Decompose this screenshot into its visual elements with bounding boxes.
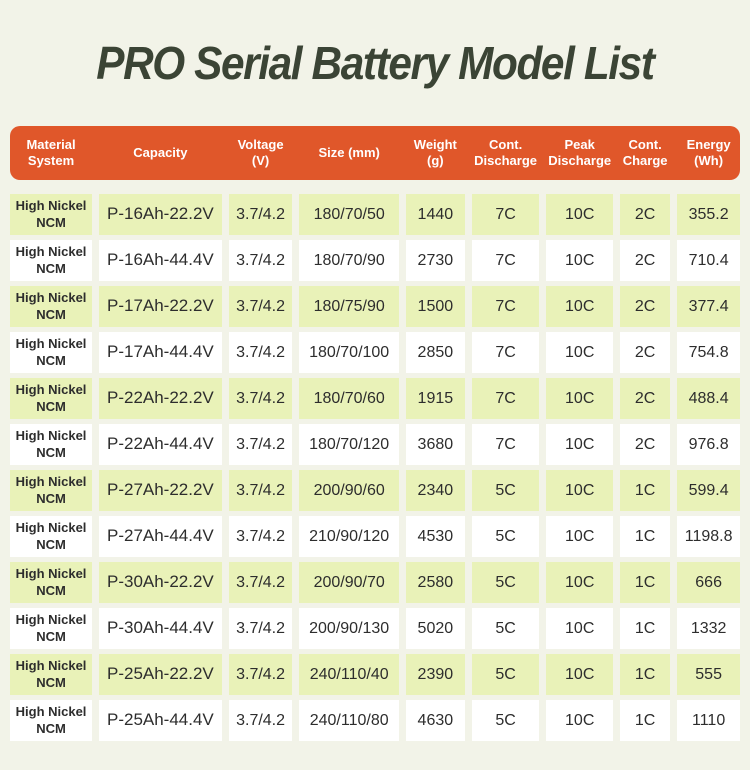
- table-cell: 2C: [620, 240, 670, 281]
- table-cell: 2C: [620, 286, 670, 327]
- table-row: [10, 286, 740, 327]
- table-cell: 2580: [406, 562, 465, 603]
- table-cell: 10C: [546, 240, 613, 281]
- table-cell: 7C: [472, 240, 540, 281]
- table-cell: 7C: [472, 286, 540, 327]
- table-cell: 1332: [677, 608, 740, 649]
- table-cell: 555: [677, 654, 740, 695]
- table-row: [10, 470, 740, 511]
- table-cell: 5C: [472, 470, 540, 511]
- table-cell: High Nickel NCM: [10, 240, 92, 281]
- table-cell: High Nickel NCM: [10, 470, 92, 511]
- column-header: Material System: [26, 136, 76, 168]
- column-header: Weight (g): [413, 136, 457, 168]
- table-cell: 3.7/4.2: [229, 700, 293, 741]
- table-cell: 488.4: [677, 378, 740, 419]
- table-cell: 7C: [472, 424, 540, 465]
- table-cell: P-16Ah-44.4V: [99, 240, 222, 281]
- table-cell: P-27Ah-44.4V: [99, 516, 222, 557]
- table-cell: High Nickel NCM: [10, 286, 92, 327]
- table-cell: 180/70/120: [299, 424, 398, 465]
- table-cell: 5C: [472, 608, 540, 649]
- table-cell: 10C: [546, 516, 613, 557]
- column-header: Peak Discharge: [548, 136, 612, 168]
- table-cell: P-27Ah-22.2V: [99, 470, 222, 511]
- table-cell: 240/110/40: [299, 654, 398, 695]
- table-row: [10, 194, 740, 235]
- table-cell: 5C: [472, 516, 540, 557]
- table-cell: 1500: [406, 286, 465, 327]
- table-cell: 210/90/120: [299, 516, 398, 557]
- table-cell: 1198.8: [677, 516, 740, 557]
- table-cell: 5C: [472, 700, 540, 741]
- table-cell: P-16Ah-22.2V: [99, 194, 222, 235]
- table-cell: 240/110/80: [299, 700, 398, 741]
- table-cell: High Nickel NCM: [10, 378, 92, 419]
- table-cell: P-25Ah-22.2V: [99, 654, 222, 695]
- table-cell: 7C: [472, 194, 540, 235]
- table-header-row: [10, 126, 740, 180]
- table-cell: 2C: [620, 194, 670, 235]
- table-cell: 377.4: [677, 286, 740, 327]
- battery-model-table: [10, 126, 740, 741]
- table-cell: 1C: [620, 654, 670, 695]
- table-cell: 180/75/90: [299, 286, 398, 327]
- table-cell: 2390: [406, 654, 465, 695]
- table-cell: 5020: [406, 608, 465, 649]
- table-cell: 976.8: [677, 424, 740, 465]
- table-cell: 180/70/50: [299, 194, 398, 235]
- table-cell: 10C: [546, 470, 613, 511]
- table-cell: 7C: [472, 332, 540, 373]
- column-header: Capacity: [133, 144, 188, 160]
- table-cell: 2730: [406, 240, 465, 281]
- table-cell: 3.7/4.2: [229, 654, 293, 695]
- table-cell: 10C: [546, 562, 613, 603]
- table-cell: P-30Ah-22.2V: [99, 562, 222, 603]
- table-cell: 10C: [546, 332, 613, 373]
- column-header: Cont. Charge: [622, 136, 668, 168]
- table-cell: 1C: [620, 700, 670, 741]
- table-cell: 1915: [406, 378, 465, 419]
- table-cell: 754.8: [677, 332, 740, 373]
- table-cell: High Nickel NCM: [10, 562, 92, 603]
- table-cell: 1C: [620, 516, 670, 557]
- table-cell: 2340: [406, 470, 465, 511]
- table-cell: 3.7/4.2: [229, 194, 293, 235]
- table-cell: 10C: [546, 608, 613, 649]
- column-header: Cont. Discharge: [474, 136, 538, 168]
- table-cell: 666: [677, 562, 740, 603]
- table-cell: 3.7/4.2: [229, 240, 293, 281]
- table-cell: 355.2: [677, 194, 740, 235]
- table-cell: 3.7/4.2: [229, 516, 293, 557]
- table-row: [10, 608, 740, 649]
- table-cell: 2850: [406, 332, 465, 373]
- table-cell: 5C: [472, 654, 540, 695]
- table-cell: 10C: [546, 424, 613, 465]
- table-row: [10, 240, 740, 281]
- table-cell: 3680: [406, 424, 465, 465]
- table-cell: 200/90/70: [299, 562, 398, 603]
- table-row: [10, 378, 740, 419]
- table-cell: 10C: [546, 194, 613, 235]
- table-row: [10, 424, 740, 465]
- table-row: [10, 562, 740, 603]
- table-cell: 200/90/60: [299, 470, 398, 511]
- table-cell: P-17Ah-44.4V: [99, 332, 222, 373]
- table-cell: P-22Ah-22.2V: [99, 378, 222, 419]
- table-cell: 7C: [472, 378, 540, 419]
- page-title: PRO Serial Battery Model List: [96, 37, 654, 89]
- table-cell: 3.7/4.2: [229, 608, 293, 649]
- table-cell: 2C: [620, 378, 670, 419]
- table-cell: 10C: [546, 286, 613, 327]
- table-cell: P-25Ah-44.4V: [99, 700, 222, 741]
- table-cell: P-30Ah-44.4V: [99, 608, 222, 649]
- table-cell: 3.7/4.2: [229, 378, 293, 419]
- table-row: [10, 516, 740, 557]
- table-cell: High Nickel NCM: [10, 608, 92, 649]
- table-cell: High Nickel NCM: [10, 424, 92, 465]
- table-cell: 1C: [620, 562, 670, 603]
- table-cell: High Nickel NCM: [10, 332, 92, 373]
- column-header: Size (mm): [318, 144, 380, 160]
- table-cell: 3.7/4.2: [229, 470, 293, 511]
- table-cell: 3.7/4.2: [229, 562, 293, 603]
- table-cell: 3.7/4.2: [229, 424, 293, 465]
- table-cell: 2C: [620, 424, 670, 465]
- table-cell: 599.4: [677, 470, 740, 511]
- table-cell: 10C: [546, 700, 613, 741]
- table-cell: P-17Ah-22.2V: [99, 286, 222, 327]
- table-cell: 180/70/60: [299, 378, 398, 419]
- title-area: [0, 0, 750, 126]
- table-row: [10, 332, 740, 373]
- table-cell: High Nickel NCM: [10, 700, 92, 741]
- table-cell: 1C: [620, 608, 670, 649]
- table-cell: 5C: [472, 562, 540, 603]
- table-cell: 4630: [406, 700, 465, 741]
- column-header: Voltage (V): [237, 136, 284, 168]
- table-cell: 1C: [620, 470, 670, 511]
- table-cell: 200/90/130: [299, 608, 398, 649]
- table-cell: 180/70/100: [299, 332, 398, 373]
- table-cell: 180/70/90: [299, 240, 398, 281]
- table-cell: High Nickel NCM: [10, 654, 92, 695]
- table-cell: High Nickel NCM: [10, 516, 92, 557]
- column-header: Energy (Wh): [686, 136, 731, 168]
- table-body: [10, 194, 740, 741]
- table-cell: High Nickel NCM: [10, 194, 92, 235]
- table-cell: 10C: [546, 654, 613, 695]
- table-cell: 10C: [546, 378, 613, 419]
- table-cell: 4530: [406, 516, 465, 557]
- table-row: [10, 654, 740, 695]
- table-cell: P-22Ah-44.4V: [99, 424, 222, 465]
- table-cell: 1440: [406, 194, 465, 235]
- table-cell: 3.7/4.2: [229, 332, 293, 373]
- table-row: [10, 700, 740, 741]
- table-cell: 1110: [677, 700, 740, 741]
- table-cell: 2C: [620, 332, 670, 373]
- table-cell: 3.7/4.2: [229, 286, 293, 327]
- table-cell: 710.4: [677, 240, 740, 281]
